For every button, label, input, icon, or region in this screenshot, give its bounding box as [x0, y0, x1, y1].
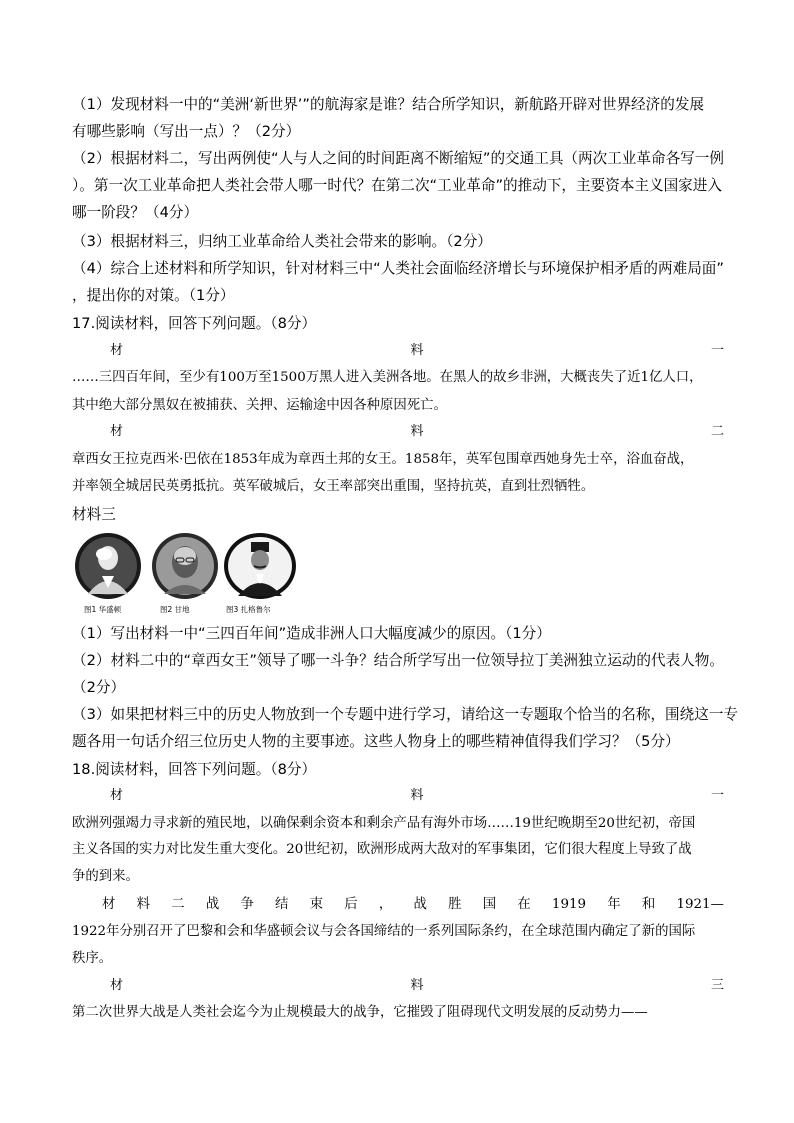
justified-word: 战: [205, 897, 220, 912]
q17-sub1: （1）写出材料一中“三四百年间”造成非洲人口大幅度减少的原因。（1分）: [72, 625, 551, 642]
q18-material2-line1: [102, 895, 724, 915]
q17-material1-label: [72, 341, 724, 361]
q16-sub2-line2: ）。第一次工业革命把人类社会带人哪一时代？在第二次“工业革命”的推动下，主要资本主义国家进入: [72, 177, 722, 194]
justified-word: 料: [136, 897, 150, 912]
justified-word: 结: [275, 897, 289, 912]
q16-sub2-line1: （2）根据材料二，写出两例使“人与人之间的时间距离不断缩短”的交通工具（两次工业革命各写一例: [72, 150, 724, 167]
q17-sub2-line2: （2分）: [72, 679, 126, 696]
label-char: 材: [110, 343, 124, 358]
portrait-figures: [74, 532, 298, 616]
q18-material1-line3: 争的到来。: [72, 869, 139, 884]
q18-material1-line1: 欧洲列强竭力寻求新的殖民地，以确保剩余资本和剩余产品有海外市场……19世纪晚期至20世纪初，帝国: [72, 816, 696, 831]
label-char: 材: [110, 424, 124, 439]
justified-word: 战: [413, 897, 427, 912]
label-char: 料: [410, 424, 424, 439]
q18-heading: 18.阅读材料，回答下列问题。（8分）: [72, 761, 317, 778]
figure3-caption: 图3 扎格鲁尔: [226, 605, 271, 614]
label-char: 料: [410, 343, 424, 358]
q16-sub4-line2: ，提出你的对策。（1分）: [72, 287, 235, 304]
q17-material1-line2: 其中绝大部分黑奴在被捕获、关押、运输途中因各种原因死亡。: [72, 398, 447, 413]
label-char: 材: [110, 788, 124, 803]
justified-word: 争: [240, 897, 254, 912]
q17-sub3-line1: （3）如果把材料三中的历史人物放到一个专题中进行学习，请给这一专题取个恰当的名称，围绕这一专: [72, 706, 739, 723]
justified-word: ，: [378, 897, 393, 912]
justified-word: 和: [641, 897, 656, 912]
justified-word: 1919: [551, 897, 586, 912]
justified-word: 胜: [448, 897, 462, 912]
q16-sub4-line1: （4）综合上述材料和所学知识，针对材料三中“人类社会面临经济增长与环境保护相矛盾的两难局面”: [72, 260, 724, 277]
justified-word: 1921—: [676, 897, 724, 912]
q17-heading: 17.阅读材料，回答下列问题。（8分）: [72, 315, 317, 332]
label-char: 三: [710, 978, 724, 993]
q16-sub1-line2: 有哪些影响（写出一点）？（2分）: [72, 123, 301, 140]
label-char: 一: [710, 788, 724, 803]
q18-material3-line1: 第二次世界大战是人类社会迄今为止规模最大的战争，它摧毁了阻碍现代文明发展的反动势力——: [72, 1005, 648, 1020]
q17-material1-line1: ……三四百年间，至少有100万至1500万黑人进入美洲各地。在黑人的故乡非洲，大概丧失了近1亿人口，: [72, 370, 703, 385]
q16-sub3: （3）根据材料三，归纳工业革命给人类社会带来的影响。（2分）: [72, 233, 492, 250]
q17-material2-label: [72, 422, 724, 442]
label-char: 材: [110, 978, 124, 993]
figure2-caption: 图2 甘地: [160, 605, 190, 614]
q17-material2-line2: 并率领全城居民英勇抵抗。英军破城后，女王率部突出重围，坚持抗英，直到壮烈牺牲。: [72, 479, 595, 494]
justified-word: 材: [102, 897, 116, 912]
q16-sub1-line1: （1）发现材料一中的“美洲‘新世界’”的航海家是谁？结合所学知识，新航路开辟对世界经济的发展: [72, 96, 705, 113]
justified-word: 国: [482, 897, 497, 912]
q18-material1-label: [72, 786, 724, 806]
label-char: 料: [410, 788, 424, 803]
portrait-images: [74, 532, 298, 602]
q18-material1-line2: 主义各国的实力对比发生重大变化。20世纪初，欧洲形成两大敌对的军事集团，它们很大程度上导致了战: [72, 842, 692, 857]
justified-word: 束: [309, 897, 324, 912]
gandhi-portrait: [152, 533, 218, 599]
label-char: 一: [710, 343, 724, 358]
label-char: 料: [410, 978, 424, 993]
washington-portrait: [75, 533, 141, 599]
q18-material3-label: [72, 976, 724, 996]
q18-material2-line2: 1922年分别召开了巴黎和会和华盛顿会议与会各国缔结的一系列国际条约，在全球范围内确定了新的国际: [72, 924, 696, 939]
label-char: 二: [710, 424, 724, 439]
q17-sub2-line1: （2）材料二中的“章西女王”领导了哪一斗争？结合所学写出一位领导拉丁美洲独立运动的代表人物。: [72, 652, 724, 669]
justified-word: 年: [607, 897, 621, 912]
q17-sub3-line2: 题各用一句话介绍三位历史人物的主要事迹。这些人物身上的哪些精神值得我们学习？（5分）: [72, 733, 680, 750]
q17-material2-line1: 章西女王拉克西米·巴依在1853年成为章西土邦的女王。1858年，英军包围章西她身先士卒，浴血奋战，: [72, 452, 694, 467]
q18-material2-line3: 秩序。: [72, 951, 113, 966]
q17-material3-title: 材料三: [72, 506, 116, 523]
q16-sub2-line3: 哪一阶段？（4分）: [72, 204, 199, 221]
justified-word: 在: [517, 897, 531, 912]
justified-word: 二: [171, 897, 185, 912]
figure1-caption: 图1 华盛顿: [84, 605, 122, 614]
zaghlul-portrait: [224, 533, 296, 599]
justified-word: 后: [344, 897, 358, 912]
